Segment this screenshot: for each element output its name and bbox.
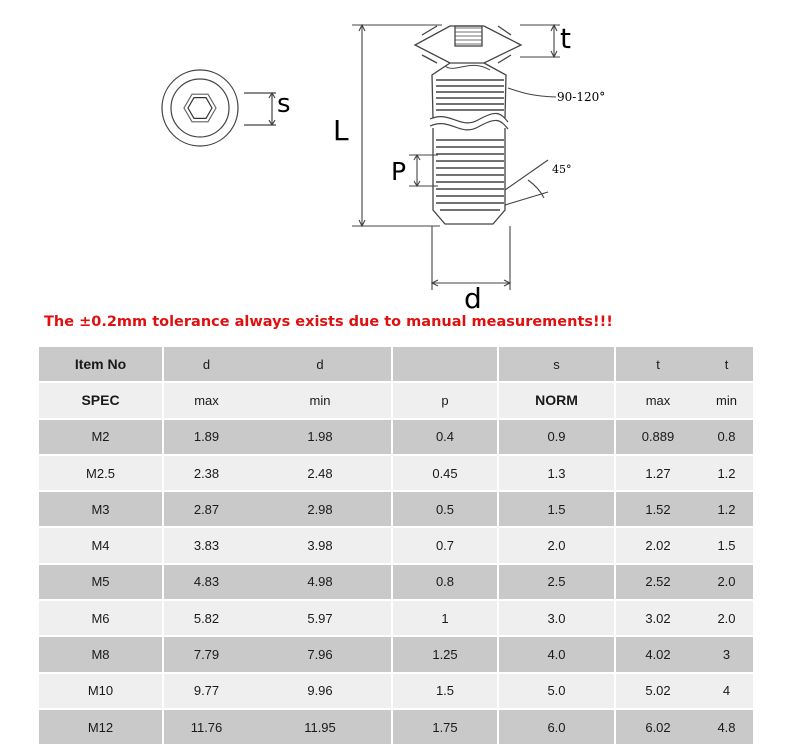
table-cell: 3.98 — [249, 527, 392, 563]
table-cell: 2.5 — [498, 564, 615, 600]
table-cell: 5.0 — [498, 673, 615, 709]
table-header-row — [39, 382, 754, 418]
table-cell: 1.5 — [498, 491, 615, 527]
table-cell: 3.02 — [615, 600, 700, 636]
label-cone-angle: 90-120° — [557, 90, 606, 104]
table-cell: 1.25 — [392, 636, 498, 672]
label-s: s — [277, 89, 291, 119]
table-cell: 2.0 — [498, 527, 615, 563]
table-cell: 1.98 — [249, 419, 392, 455]
table-cell: 5.82 — [163, 600, 249, 636]
table-header-cell: SPEC — [39, 382, 163, 418]
table-header-cell — [392, 347, 498, 382]
table-cell: M2 — [39, 419, 163, 455]
table-cell: 3 — [700, 636, 754, 672]
label-chamfer-angle: 45° — [552, 163, 572, 176]
table-cell: 7.96 — [249, 636, 392, 672]
table-header-cell: t — [615, 347, 700, 382]
table-header-cell: max — [615, 382, 700, 418]
table-row — [39, 600, 754, 636]
table-cell: 0.8 — [392, 564, 498, 600]
table-cell: M6 — [39, 600, 163, 636]
table-header-cell: NORM — [498, 382, 615, 418]
table-cell: 1.3 — [498, 455, 615, 491]
table-cell: 1.52 — [615, 491, 700, 527]
table-cell: 0.9 — [498, 419, 615, 455]
dimension-lines — [352, 25, 560, 290]
table-cell: M10 — [39, 673, 163, 709]
table-cell: 1.2 — [700, 455, 754, 491]
label-t: t — [560, 22, 571, 55]
table-cell: 5.02 — [615, 673, 700, 709]
table-row — [39, 455, 754, 491]
table-cell: 1.2 — [700, 491, 754, 527]
table-cell: 0.5 — [392, 491, 498, 527]
table-cell: 1.5 — [700, 527, 754, 563]
table-cell: 11.76 — [163, 709, 249, 745]
spec-table — [39, 347, 755, 746]
label-d: d — [464, 282, 482, 310]
table-cell: 0.8 — [700, 419, 754, 455]
table-cell: 0.45 — [392, 455, 498, 491]
table-header-cell: d — [249, 347, 392, 382]
table-header-cell: Item No — [39, 347, 163, 382]
table-header-cell: d — [163, 347, 249, 382]
table-cell: 2.0 — [700, 600, 754, 636]
table-cell: 1.5 — [392, 673, 498, 709]
table-cell: 1 — [392, 600, 498, 636]
table-cell: 5.97 — [249, 600, 392, 636]
table-header-cell: s — [498, 347, 615, 382]
table-cell: 3.83 — [163, 527, 249, 563]
end-view-drawing — [162, 70, 276, 146]
table-header-cell: min — [700, 382, 754, 418]
table-header-cell: min — [249, 382, 392, 418]
table-cell: 2.38 — [163, 455, 249, 491]
table-cell: 1.89 — [163, 419, 249, 455]
table-cell: 7.79 — [163, 636, 249, 672]
table-cell: M2.5 — [39, 455, 163, 491]
table-header-row — [39, 347, 754, 382]
table-cell: 2.0 — [700, 564, 754, 600]
table-cell: 6.02 — [615, 709, 700, 745]
table-cell: M12 — [39, 709, 163, 745]
table-cell: 4.8 — [700, 709, 754, 745]
table-cell: 0.4 — [392, 419, 498, 455]
table-cell: 3.0 — [498, 600, 615, 636]
screw-side-view — [415, 26, 521, 224]
table-cell: 11.95 — [249, 709, 392, 745]
table-cell: M5 — [39, 564, 163, 600]
table-cell: 2.48 — [249, 455, 392, 491]
table-cell: 4.98 — [249, 564, 392, 600]
table-row — [39, 673, 754, 709]
table-row — [39, 527, 754, 563]
table-cell: 4 — [700, 673, 754, 709]
label-p: P — [391, 157, 407, 186]
tolerance-note: The ±0.2mm tolerance always exists due to manual measurements!!! — [44, 314, 613, 330]
table-row — [39, 709, 754, 745]
table-cell: 2.52 — [615, 564, 700, 600]
table-cell: 2.87 — [163, 491, 249, 527]
table-cell: 4.83 — [163, 564, 249, 600]
table-cell: M3 — [39, 491, 163, 527]
table-header-cell: max — [163, 382, 249, 418]
table-cell: 6.0 — [498, 709, 615, 745]
table-cell: 4.0 — [498, 636, 615, 672]
label-L: L — [333, 114, 349, 147]
table-row — [39, 564, 754, 600]
table-cell: M8 — [39, 636, 163, 672]
table-cell: M4 — [39, 527, 163, 563]
table-row — [39, 491, 754, 527]
table-cell: 0.889 — [615, 419, 700, 455]
table-cell: 4.02 — [615, 636, 700, 672]
table-header-cell: p — [392, 382, 498, 418]
table-cell: 0.7 — [392, 527, 498, 563]
set-screw-diagram — [0, 0, 790, 310]
table-row — [39, 636, 754, 672]
table-cell: 9.77 — [163, 673, 249, 709]
table-header-cell: t — [700, 347, 754, 382]
table-cell: 2.02 — [615, 527, 700, 563]
table-row — [39, 419, 754, 455]
table-cell: 9.96 — [249, 673, 392, 709]
table-cell: 1.27 — [615, 455, 700, 491]
table-cell: 2.98 — [249, 491, 392, 527]
table-cell: 1.75 — [392, 709, 498, 745]
